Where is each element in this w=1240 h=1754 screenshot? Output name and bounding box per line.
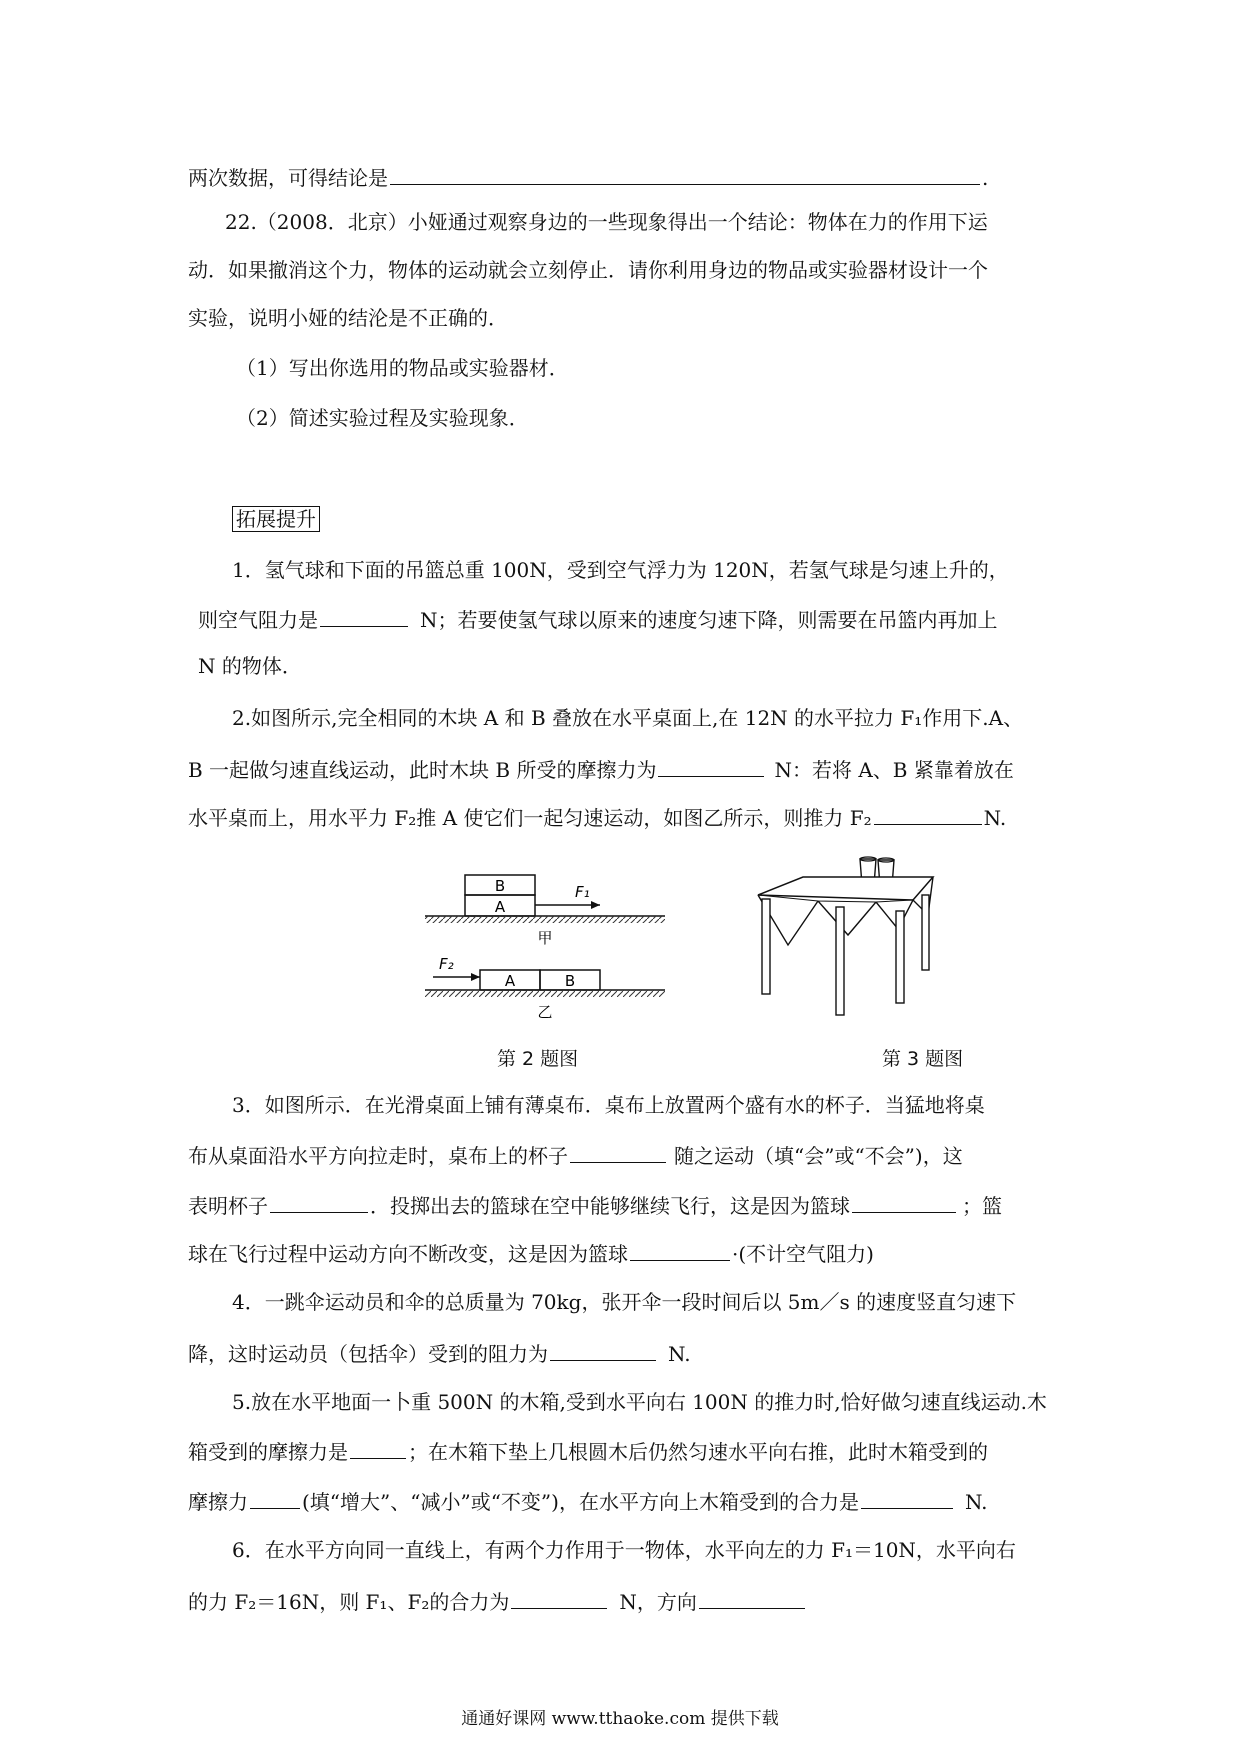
p3-line3a: 表明杯子 bbox=[188, 1194, 268, 1218]
p5-blank-1[interactable] bbox=[350, 1436, 406, 1459]
p2-line2a: B 一起做匀速直线运动，此时木块 B 所受的摩擦力为 bbox=[188, 758, 657, 782]
p3-line3c: ；篮 bbox=[962, 1194, 1002, 1218]
q22-sub1: （1）写出你选用的物品或实验器材． bbox=[236, 356, 569, 380]
section-title bbox=[232, 505, 320, 533]
p4-line1: 4．一跳伞运动员和伞的总质量为 70kg，张开伞一段时间后以 5m／s 的速度竖直匀速下 bbox=[232, 1290, 1017, 1314]
p1-line1: 1．氢气球和下面的吊篮总重 100N，受到空气浮力为 120N，若氢气球是匀速上升的， bbox=[232, 558, 1009, 582]
p3-blank-1[interactable] bbox=[570, 1140, 666, 1163]
fig2-label-jia: 甲 bbox=[537, 929, 553, 947]
p3-blank-3[interactable] bbox=[852, 1190, 956, 1213]
p1-line2a: 则空气阻力是 bbox=[198, 608, 318, 632]
section-title-box: 拓展提升 bbox=[232, 506, 320, 532]
p2-line2b: N：若将 A、B 紧靠着放在 bbox=[774, 758, 1014, 782]
p2-line2 bbox=[188, 754, 1014, 784]
p5-blank-2[interactable] bbox=[250, 1486, 300, 1509]
p6-line2a: 的力 F₂＝16N，则 F₁、F₂的合力为 bbox=[188, 1590, 510, 1614]
figure-2-caption: 第 2 题图 bbox=[497, 1048, 579, 1070]
q22-line2: 动．如果撤消这个力，物体的运动就会立刻停止．请你利用身边的物品或实验器材设计一个 bbox=[188, 258, 988, 282]
p5-line1: 5.放在水平地面一卜重 500N 的木箱,受到水平向右 100N 的推力时,恰好做匀速直线运动.木 bbox=[232, 1390, 1047, 1414]
p2-blank-1[interactable] bbox=[658, 754, 764, 777]
p5-line3c: N. bbox=[964, 1490, 988, 1514]
p3-line4a: 球在飞行过程中运动方向不断改变，这是因为篮球 bbox=[188, 1242, 628, 1266]
p4-line2a: 降，这时运动员（包括伞）受到的阻力为 bbox=[188, 1342, 548, 1366]
p3-line2b: 随之运动（填“会”或“不会”)，这 bbox=[674, 1144, 963, 1168]
p1-blank-1[interactable] bbox=[320, 604, 408, 627]
q22-sub2: （2）简述实验过程及实验现象． bbox=[236, 406, 529, 430]
p2-line3a: 水平桌而上，用水平力 F₂推 A 使它们一起匀速运动，如图乙所示，则推力 F₂ bbox=[188, 806, 872, 830]
q21-tail-text: 两次数据，可得结论是 bbox=[188, 166, 388, 190]
q22-line3: 实验，说明小娅的结沦是不正确的． bbox=[188, 306, 508, 330]
p5-line3 bbox=[188, 1486, 988, 1516]
p4-line2 bbox=[188, 1338, 691, 1368]
q22-line1: 22.（2008．北京）小娅通过观察身边的一些现象得出一个结论：物体在力的作用下运 bbox=[225, 210, 988, 234]
fig2-label-a2: A bbox=[504, 972, 516, 990]
p3-line3b: ．投掷出去的篮球在空中能够继续飞行，这是因为篮球 bbox=[370, 1194, 850, 1218]
p5-line3a: 摩擦力 bbox=[188, 1490, 248, 1514]
p6-line2 bbox=[188, 1586, 807, 1616]
fig2-label-b: B bbox=[494, 877, 506, 895]
q21-tail-end: . bbox=[982, 166, 989, 190]
cloth-drape-middle bbox=[818, 901, 876, 935]
p2-line3 bbox=[188, 802, 1006, 832]
p6-blank-1[interactable] bbox=[511, 1586, 607, 1609]
p5-line2b: ；在木箱下垫上几根圆木后仍然匀速水平向右推，此时木箱受到的 bbox=[408, 1440, 988, 1464]
figure-3 bbox=[748, 855, 948, 1025]
p5-blank-3[interactable] bbox=[861, 1486, 953, 1509]
p2-blank-2[interactable] bbox=[874, 802, 982, 825]
table-leg-front-left bbox=[762, 899, 770, 994]
fig2-label-a: A bbox=[494, 898, 506, 916]
p6-line1: 6．在水平方向同一直线上，有两个力作用于一物体，水平向左的力 F₁＝10N，水平向右 bbox=[232, 1538, 1016, 1562]
fig2-label-yi: 乙 bbox=[537, 1003, 553, 1021]
p6-line2b: N，方向 bbox=[619, 1590, 697, 1614]
p3-line3 bbox=[188, 1190, 1002, 1220]
table-leg-front-middle bbox=[836, 907, 844, 1015]
p3-line1: 3．如图所示．在光滑桌面上铺有薄桌布．桌布上放置两个盛有水的杯子．当猛地将桌 bbox=[232, 1093, 985, 1117]
table-top bbox=[758, 877, 933, 900]
p5-line2a: 箱受到的摩擦力是 bbox=[188, 1440, 348, 1464]
p3-line2a: 布从桌面沿水平方向拉走时，桌布上的杯子 bbox=[188, 1144, 568, 1168]
p5-line2 bbox=[188, 1436, 988, 1466]
fig2-label-f2: F₂ bbox=[439, 955, 454, 973]
p4-blank-1[interactable] bbox=[550, 1338, 656, 1361]
page-footer: 通通好课网 www.tthaoke.com 提供下载 bbox=[461, 1709, 779, 1729]
p6-blank-2[interactable] bbox=[699, 1586, 805, 1609]
p1-line2 bbox=[198, 604, 998, 634]
p1-line2b: N；若要使氢气球以原来的速度匀速下降，则需要在吊篮内再加上 bbox=[420, 608, 998, 632]
p3-blank-2[interactable] bbox=[270, 1190, 368, 1213]
figure-2 bbox=[425, 865, 685, 1035]
p3-blank-4[interactable] bbox=[630, 1238, 730, 1261]
p3-line2 bbox=[188, 1140, 963, 1170]
fig2-label-b2: B bbox=[564, 972, 576, 990]
p4-line2b: N. bbox=[668, 1342, 691, 1366]
p3-line4b: ·(不计空气阻力) bbox=[732, 1242, 874, 1266]
p1-line3: N 的物体． bbox=[198, 654, 302, 678]
figure-3-caption: 第 3 题图 bbox=[882, 1048, 964, 1070]
p2-line3b: N. bbox=[983, 806, 1007, 830]
table-leg-back-far bbox=[922, 895, 929, 970]
fig2-label-f1: F₁ bbox=[575, 883, 590, 901]
q21-tail-line bbox=[188, 162, 988, 192]
table-leg-back-right bbox=[896, 911, 904, 1003]
q21-answer-blank[interactable] bbox=[390, 162, 980, 185]
p2-line1: 2.如图所示,完全相同的木块 A 和 B 叠放在水平桌面上,在 12N 的水平拉力 F₁作用下.A、 bbox=[232, 706, 1024, 730]
p3-line4 bbox=[188, 1238, 874, 1268]
p5-line3b: (填“增大”、“减小”或“不变”)，在水平方向上木箱受到的合力是 bbox=[302, 1490, 859, 1514]
